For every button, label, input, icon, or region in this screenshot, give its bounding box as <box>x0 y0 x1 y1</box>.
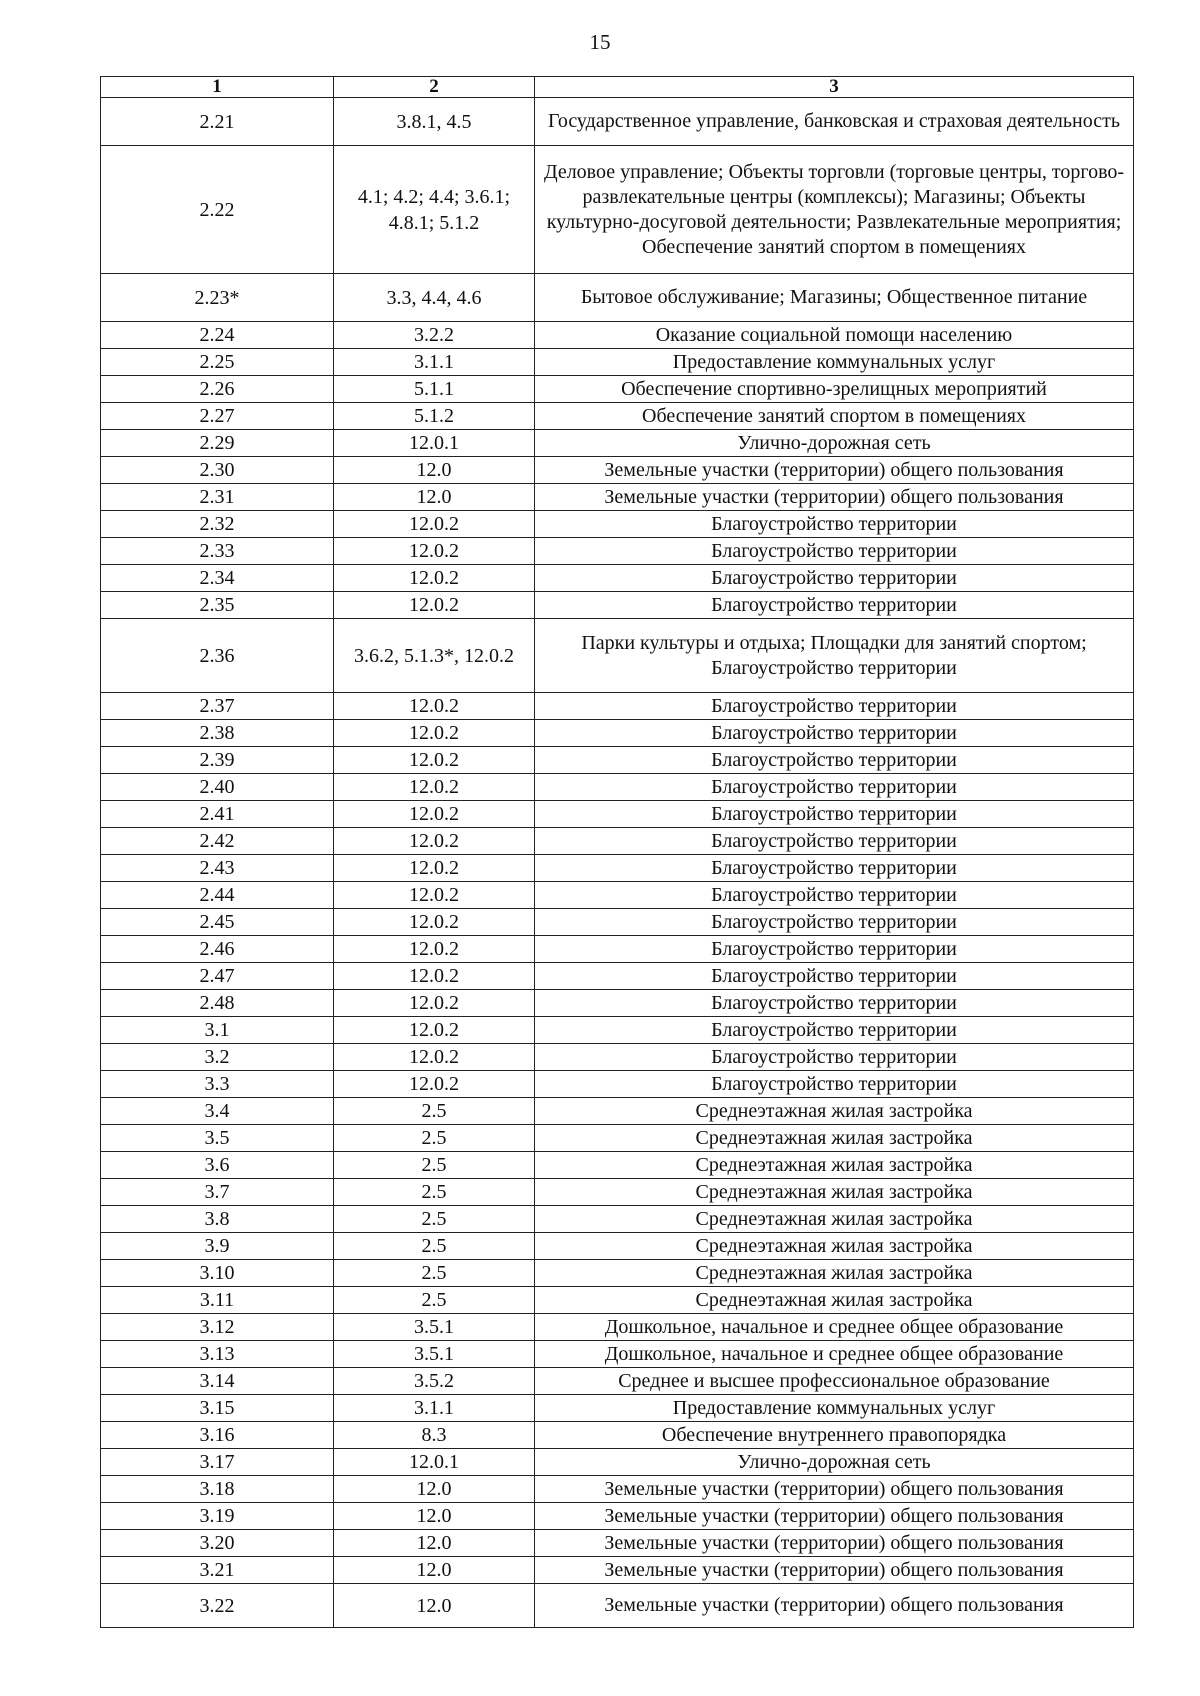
use-code-cell: 12.0.1 <box>334 1449 535 1476</box>
column-header-3: 3 <box>535 77 1134 98</box>
table-row <box>101 349 1134 376</box>
use-code-cell: 2.5 <box>334 1125 535 1152</box>
zone-number-cell: 2.37 <box>101 693 334 720</box>
use-description-cell: Парки культуры и отдыха; Площадки для занятий спортом; Благоустройство территории <box>535 619 1134 693</box>
use-code-cell: 12.0.1 <box>334 430 535 457</box>
use-description-cell: Благоустройство территории <box>535 828 1134 855</box>
zone-number-cell: 2.32 <box>101 511 334 538</box>
use-description-cell: Благоустройство территории <box>535 909 1134 936</box>
use-description-cell: Улично-дорожная сеть <box>535 430 1134 457</box>
table-row <box>101 403 1134 430</box>
zone-number-cell: 3.22 <box>101 1584 334 1628</box>
zone-number-cell: 3.11 <box>101 1287 334 1314</box>
use-code-cell: 12.0.2 <box>334 963 535 990</box>
use-description-cell: Земельные участки (территории) общего пользования <box>535 1584 1134 1628</box>
table-row <box>101 1584 1134 1628</box>
zone-number-cell: 3.16 <box>101 1422 334 1449</box>
use-code-cell: 2.5 <box>334 1179 535 1206</box>
zone-number-cell: 3.4 <box>101 1098 334 1125</box>
use-code-cell: 2.5 <box>334 1098 535 1125</box>
table-row <box>101 146 1134 274</box>
table-row <box>101 376 1134 403</box>
table-row <box>101 1449 1134 1476</box>
use-description-cell: Благоустройство территории <box>535 565 1134 592</box>
use-description-cell: Земельные участки (территории) общего пользования <box>535 1557 1134 1584</box>
use-code-cell: 12.0.2 <box>334 909 535 936</box>
zone-number-cell: 2.39 <box>101 747 334 774</box>
use-code-cell: 12.0.2 <box>334 774 535 801</box>
use-description-cell: Благоустройство территории <box>535 720 1134 747</box>
use-description-cell: Бытовое обслуживание; Магазины; Общественное питание <box>535 274 1134 322</box>
zone-number-cell: 2.24 <box>101 322 334 349</box>
table-row <box>101 1476 1134 1503</box>
use-description-cell: Благоустройство территории <box>535 990 1134 1017</box>
zone-number-cell: 3.9 <box>101 1233 334 1260</box>
zone-number-cell: 2.48 <box>101 990 334 1017</box>
table-row <box>101 484 1134 511</box>
zone-number-cell: 2.44 <box>101 882 334 909</box>
use-code-cell: 12.0.2 <box>334 1017 535 1044</box>
table-row <box>101 1125 1134 1152</box>
use-description-cell: Благоустройство территории <box>535 774 1134 801</box>
table-row <box>101 511 1134 538</box>
zone-number-cell: 2.36 <box>101 619 334 693</box>
table-row <box>101 1557 1134 1584</box>
table-row <box>101 457 1134 484</box>
use-code-cell: 12.0.2 <box>334 538 535 565</box>
use-description-cell: Благоустройство территории <box>535 801 1134 828</box>
zone-number-cell: 3.6 <box>101 1152 334 1179</box>
use-description-cell: Благоустройство территории <box>535 963 1134 990</box>
use-code-cell: 3.5.2 <box>334 1368 535 1395</box>
use-code-cell: 4.1; 4.2; 4.4; 3.6.1; 4.8.1; 5.1.2 <box>334 146 535 274</box>
zone-number-cell: 2.38 <box>101 720 334 747</box>
zone-number-cell: 2.47 <box>101 963 334 990</box>
use-code-cell: 12.0.2 <box>334 990 535 1017</box>
zone-number-cell: 2.27 <box>101 403 334 430</box>
zone-number-cell: 2.33 <box>101 538 334 565</box>
zone-number-cell: 3.15 <box>101 1395 334 1422</box>
use-description-cell: Земельные участки (территории) общего пользования <box>535 1476 1134 1503</box>
table-row <box>101 1044 1134 1071</box>
zone-number-cell: 3.14 <box>101 1368 334 1395</box>
table-row <box>101 274 1134 322</box>
zone-number-cell: 3.17 <box>101 1449 334 1476</box>
land-use-table <box>100 76 1134 1628</box>
use-description-cell: Обеспечение спортивно-зрелищных мероприятий <box>535 376 1134 403</box>
use-description-cell: Благоустройство территории <box>535 882 1134 909</box>
column-header-1: 1 <box>101 77 334 98</box>
use-code-cell: 12.0 <box>334 1584 535 1628</box>
use-description-cell: Обеспечение внутреннего правопорядка <box>535 1422 1134 1449</box>
use-description-cell: Благоустройство территории <box>535 855 1134 882</box>
use-description-cell: Дошкольное, начальное и среднее общее образование <box>535 1341 1134 1368</box>
zone-number-cell: 3.12 <box>101 1314 334 1341</box>
use-code-cell: 12.0.2 <box>334 693 535 720</box>
use-code-cell: 12.0.2 <box>334 1044 535 1071</box>
zone-number-cell: 3.10 <box>101 1260 334 1287</box>
use-code-cell: 12.0.2 <box>334 1071 535 1098</box>
table-row <box>101 322 1134 349</box>
use-code-cell: 12.0.2 <box>334 720 535 747</box>
table-row <box>101 1152 1134 1179</box>
table-row <box>101 693 1134 720</box>
table-row <box>101 1503 1134 1530</box>
use-code-cell: 12.0.2 <box>334 801 535 828</box>
use-code-cell: 12.0 <box>334 1476 535 1503</box>
table-row <box>101 1017 1134 1044</box>
table-row <box>101 1314 1134 1341</box>
use-description-cell: Среднеэтажная жилая застройка <box>535 1206 1134 1233</box>
use-code-cell: 3.3, 4.4, 4.6 <box>334 274 535 322</box>
zone-number-cell: 2.34 <box>101 565 334 592</box>
zone-number-cell: 2.43 <box>101 855 334 882</box>
use-description-cell: Благоустройство территории <box>535 511 1134 538</box>
use-description-cell: Предоставление коммунальных услуг <box>535 1395 1134 1422</box>
use-code-cell: 12.0.2 <box>334 592 535 619</box>
use-code-cell: 12.0 <box>334 1557 535 1584</box>
use-code-cell: 5.1.1 <box>334 376 535 403</box>
use-code-cell: 3.8.1, 4.5 <box>334 98 535 146</box>
use-description-cell: Благоустройство территории <box>535 936 1134 963</box>
page-number: 15 <box>589 30 611 54</box>
table-row <box>101 1260 1134 1287</box>
use-code-cell: 2.5 <box>334 1206 535 1233</box>
table-row <box>101 855 1134 882</box>
use-description-cell: Обеспечение занятий спортом в помещениях <box>535 403 1134 430</box>
use-description-cell: Среднеэтажная жилая застройка <box>535 1179 1134 1206</box>
table-row <box>101 1530 1134 1557</box>
zone-number-cell: 2.31 <box>101 484 334 511</box>
table-row <box>101 1098 1134 1125</box>
table-row <box>101 1395 1134 1422</box>
use-code-cell: 12.0 <box>334 1503 535 1530</box>
use-code-cell: 2.5 <box>334 1233 535 1260</box>
use-description-cell: Среднеэтажная жилая застройка <box>535 1287 1134 1314</box>
use-code-cell: 2.5 <box>334 1260 535 1287</box>
zone-number-cell: 3.19 <box>101 1503 334 1530</box>
use-description-cell: Благоустройство территории <box>535 592 1134 619</box>
use-description-cell: Земельные участки (территории) общего пользования <box>535 1503 1134 1530</box>
zone-number-cell: 3.1 <box>101 1017 334 1044</box>
table-row <box>101 592 1134 619</box>
use-code-cell: 12.0.2 <box>334 565 535 592</box>
use-code-cell: 3.5.1 <box>334 1314 535 1341</box>
use-description-cell: Благоустройство территории <box>535 1044 1134 1071</box>
table-row <box>101 774 1134 801</box>
table-row <box>101 98 1134 146</box>
use-description-cell: Предоставление коммунальных услуг <box>535 349 1134 376</box>
use-description-cell: Среднее и высшее профессиональное образование <box>535 1368 1134 1395</box>
use-code-cell: 3.6.2, 5.1.3*, 12.0.2 <box>334 619 535 693</box>
use-code-cell: 3.5.1 <box>334 1341 535 1368</box>
zone-number-cell: 3.13 <box>101 1341 334 1368</box>
zone-number-cell: 2.30 <box>101 457 334 484</box>
table-row <box>101 1422 1134 1449</box>
zone-number-cell: 2.22 <box>101 146 334 274</box>
zone-number-cell: 2.23* <box>101 274 334 322</box>
use-description-cell: Благоустройство территории <box>535 538 1134 565</box>
table-body <box>101 98 1134 1628</box>
zone-number-cell: 3.7 <box>101 1179 334 1206</box>
table-row <box>101 801 1134 828</box>
use-description-cell: Благоустройство территории <box>535 747 1134 774</box>
use-code-cell: 12.0.2 <box>334 882 535 909</box>
zone-number-cell: 2.26 <box>101 376 334 403</box>
use-code-cell: 12.0.2 <box>334 855 535 882</box>
table-row <box>101 1206 1134 1233</box>
table-row <box>101 538 1134 565</box>
table-row <box>101 1287 1134 1314</box>
use-description-cell: Оказание социальной помощи населению <box>535 322 1134 349</box>
table-row <box>101 619 1134 693</box>
use-code-cell: 3.2.2 <box>334 322 535 349</box>
use-code-cell: 8.3 <box>334 1422 535 1449</box>
use-code-cell: 12.0.2 <box>334 828 535 855</box>
zone-number-cell: 3.8 <box>101 1206 334 1233</box>
use-code-cell: 5.1.2 <box>334 403 535 430</box>
use-description-cell: Благоустройство территории <box>535 693 1134 720</box>
zone-number-cell: 2.25 <box>101 349 334 376</box>
use-description-cell: Улично-дорожная сеть <box>535 1449 1134 1476</box>
zone-number-cell: 2.42 <box>101 828 334 855</box>
use-description-cell: Государственное управление, банковская и страховая деятельность <box>535 98 1134 146</box>
table-row <box>101 1071 1134 1098</box>
table-row <box>101 747 1134 774</box>
table-row <box>101 430 1134 457</box>
use-description-cell: Среднеэтажная жилая застройка <box>535 1233 1134 1260</box>
zone-number-cell: 3.5 <box>101 1125 334 1152</box>
zone-number-cell: 2.35 <box>101 592 334 619</box>
use-code-cell: 12.0.2 <box>334 747 535 774</box>
table-row <box>101 720 1134 747</box>
use-description-cell: Благоустройство территории <box>535 1071 1134 1098</box>
table-row <box>101 909 1134 936</box>
table-row <box>101 936 1134 963</box>
table-row <box>101 1233 1134 1260</box>
use-code-cell: 3.1.1 <box>334 1395 535 1422</box>
table-row <box>101 1341 1134 1368</box>
table-row <box>101 990 1134 1017</box>
zone-number-cell: 3.21 <box>101 1557 334 1584</box>
zone-number-cell: 2.40 <box>101 774 334 801</box>
table-header-row <box>101 77 1134 98</box>
use-description-cell: Среднеэтажная жилая застройка <box>535 1098 1134 1125</box>
use-code-cell: 12.0 <box>334 457 535 484</box>
use-code-cell: 3.1.1 <box>334 349 535 376</box>
use-description-cell: Благоустройство территории <box>535 1017 1134 1044</box>
zone-number-cell: 2.41 <box>101 801 334 828</box>
use-description-cell: Земельные участки (территории) общего пользования <box>535 484 1134 511</box>
table-row <box>101 963 1134 990</box>
table-row <box>101 882 1134 909</box>
use-code-cell: 12.0.2 <box>334 511 535 538</box>
zone-number-cell: 3.18 <box>101 1476 334 1503</box>
use-code-cell: 2.5 <box>334 1152 535 1179</box>
zone-number-cell: 2.29 <box>101 430 334 457</box>
use-code-cell: 12.0 <box>334 1530 535 1557</box>
zone-number-cell: 3.20 <box>101 1530 334 1557</box>
use-description-cell: Среднеэтажная жилая застройка <box>535 1125 1134 1152</box>
column-header-2: 2 <box>334 77 535 98</box>
table-row <box>101 565 1134 592</box>
use-description-cell: Дошкольное, начальное и среднее общее образование <box>535 1314 1134 1341</box>
use-code-cell: 12.0 <box>334 484 535 511</box>
use-description-cell: Деловое управление; Объекты торговли (торговые центры, торгово-развлекательные центры (комплексы); Магазины; Объекты культурно-досуговой деятельности; Развлекательные мероприятия; Обеспечение занятий спортом в помещениях <box>535 146 1134 274</box>
zone-number-cell: 3.3 <box>101 1071 334 1098</box>
use-description-cell: Земельные участки (территории) общего пользования <box>535 1530 1134 1557</box>
table-row <box>101 1368 1134 1395</box>
use-code-cell: 12.0.2 <box>334 936 535 963</box>
zone-number-cell: 3.2 <box>101 1044 334 1071</box>
zone-number-cell: 2.45 <box>101 909 334 936</box>
zone-number-cell: 2.46 <box>101 936 334 963</box>
table-row <box>101 1179 1134 1206</box>
use-description-cell: Среднеэтажная жилая застройка <box>535 1260 1134 1287</box>
use-code-cell: 2.5 <box>334 1287 535 1314</box>
use-description-cell: Среднеэтажная жилая застройка <box>535 1152 1134 1179</box>
table-row <box>101 828 1134 855</box>
use-description-cell: Земельные участки (территории) общего пользования <box>535 457 1134 484</box>
zone-number-cell: 2.21 <box>101 98 334 146</box>
